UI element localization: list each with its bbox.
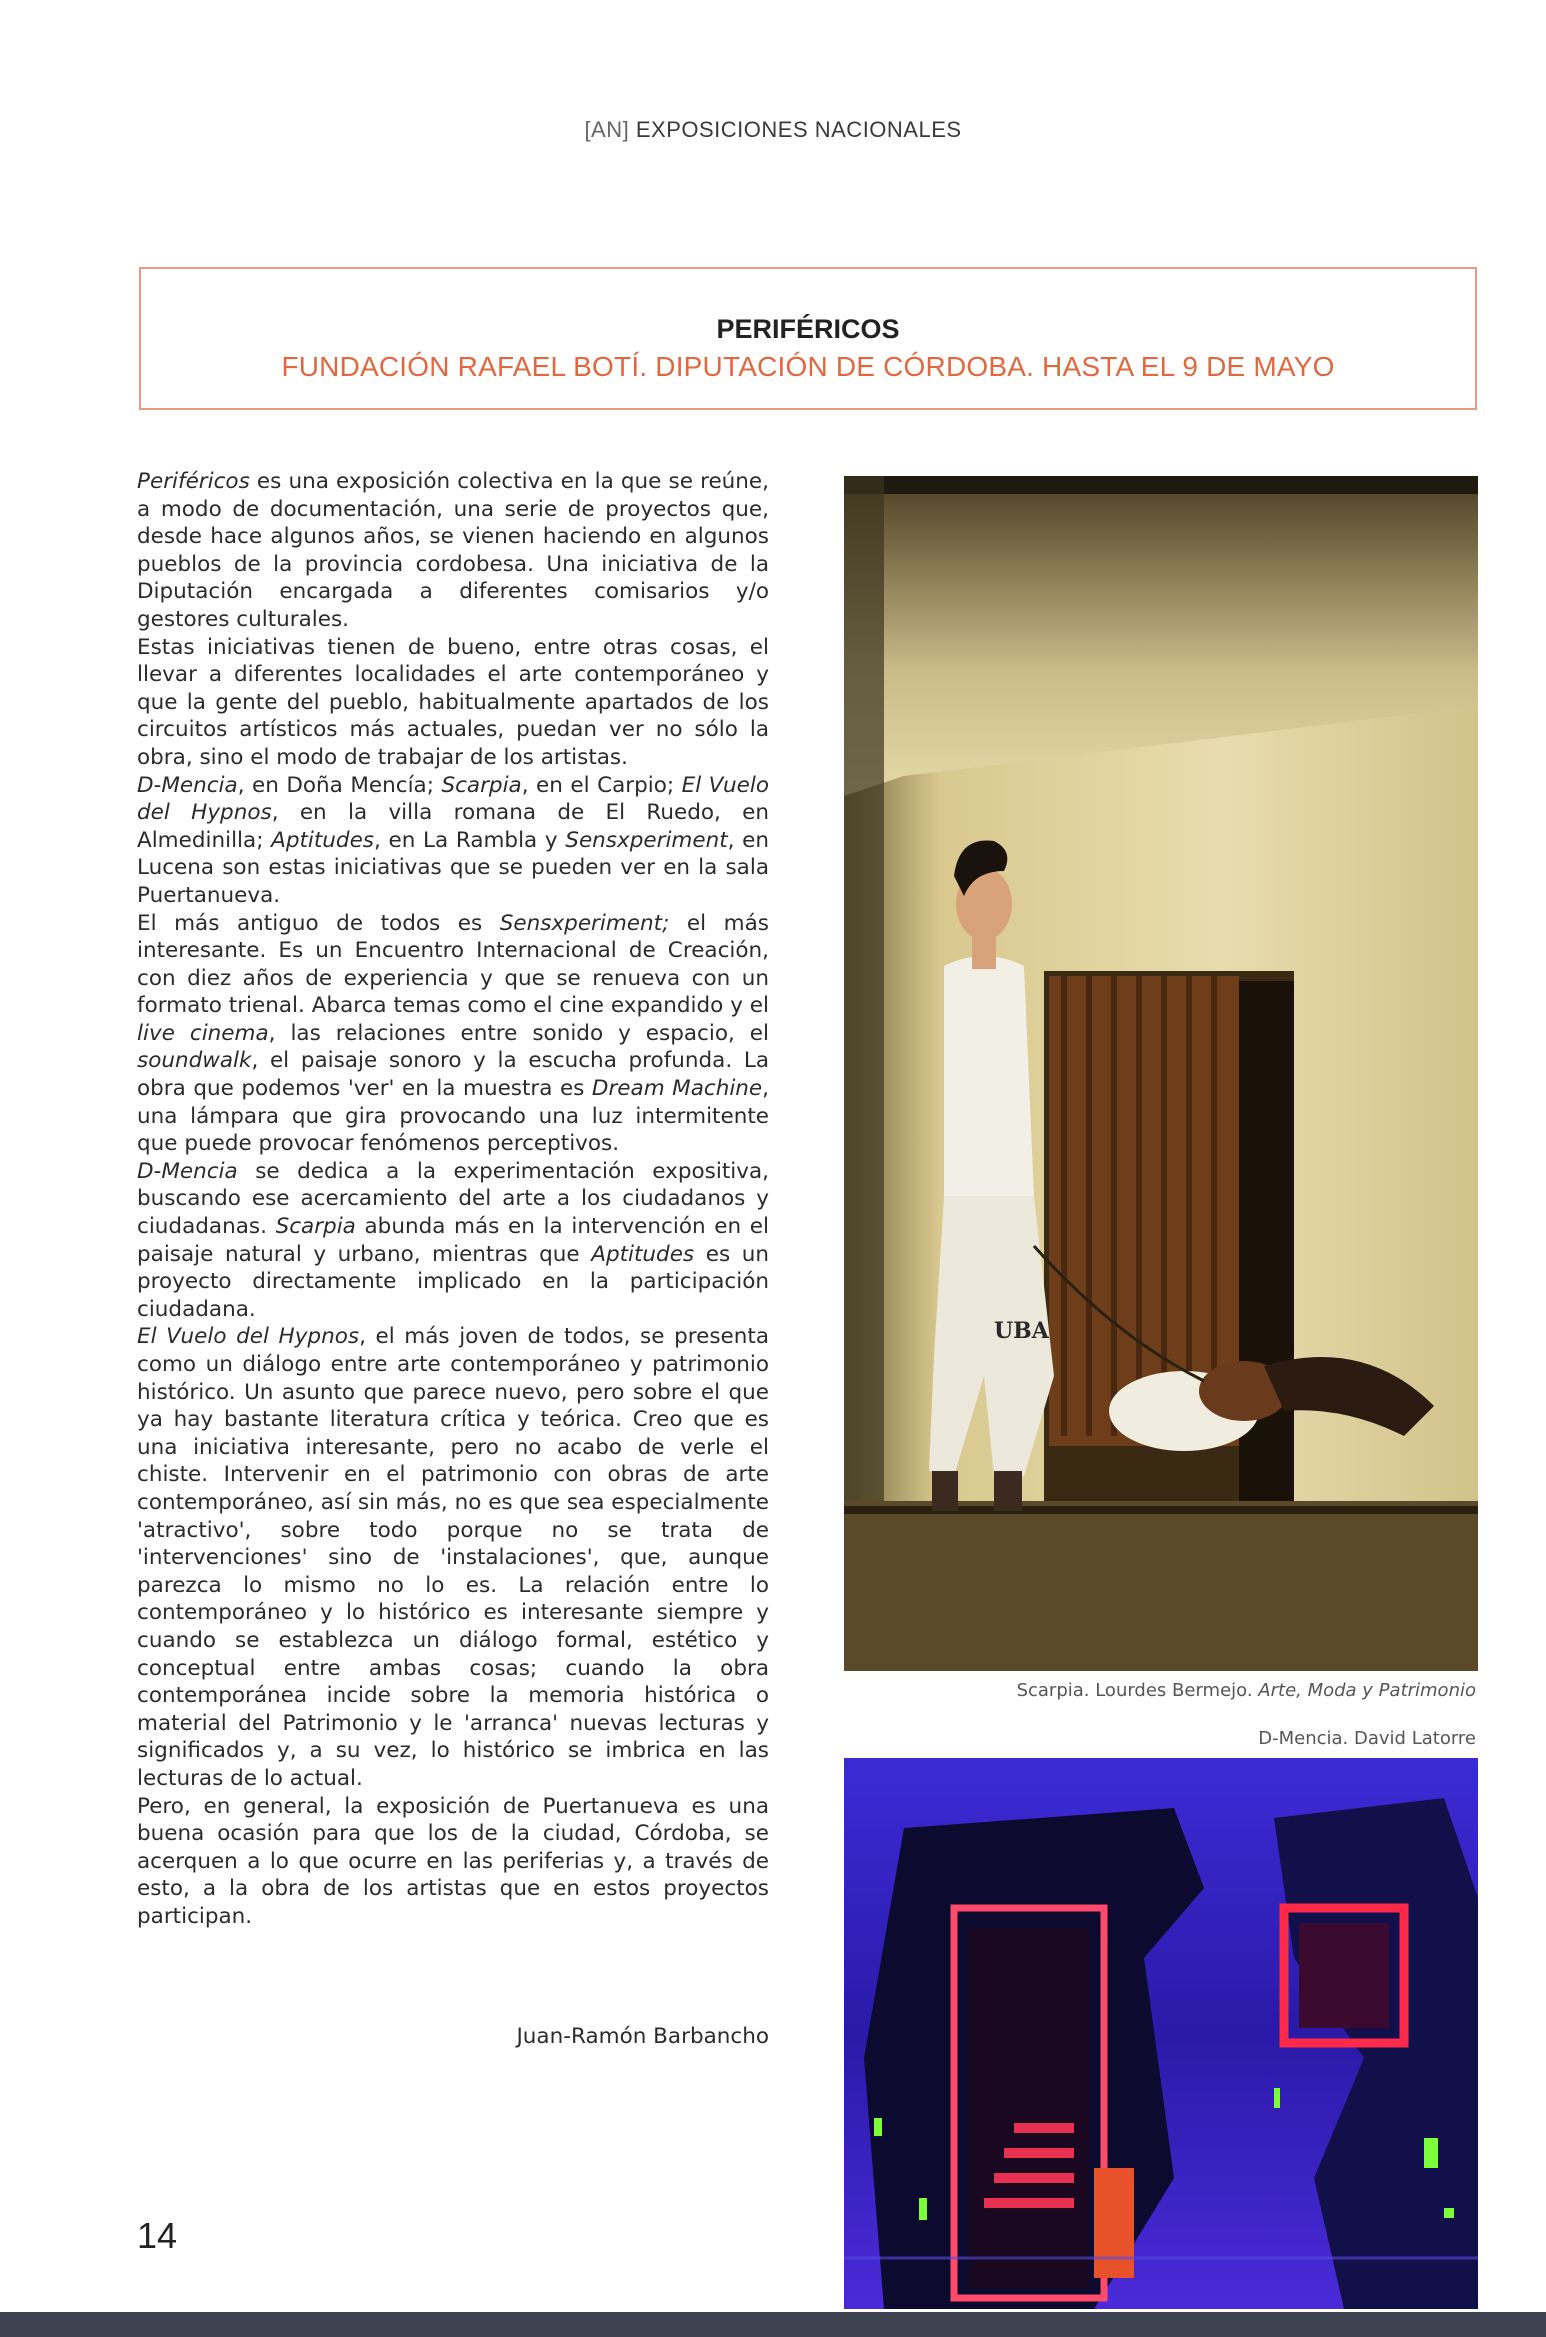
section-header (0, 117, 1546, 143)
article-title: PERIFÉRICOS (716, 314, 900, 344)
paragraph (137, 468, 769, 634)
page-number: 14 (137, 2215, 178, 2256)
emphasis-text: soundwalk (137, 1048, 252, 1074)
emphasis-text: Dream Machine (591, 1076, 763, 1102)
emphasis-text: Scarpia (441, 772, 522, 798)
article-body (137, 468, 769, 1930)
body-text: , en el Carpio; (521, 772, 682, 798)
shirt-lettering: UBA (994, 1318, 1049, 1344)
body-text: El más antiguo de todos es (137, 910, 500, 936)
paragraph (137, 910, 769, 1158)
body-text: es una exposición colectiva en la que se reúne, a modo de documentación, una serie de proyectos que, desde hace algunos años, se vienen haciendo en algunos pueblos de la provincia cordobesa. Una iniciativa de la Diputación encargada a diferentes comisarios y/o gestores culturales. (137, 469, 769, 632)
emphasis-text: Aptitudes (591, 1241, 695, 1267)
title-box (139, 267, 1477, 410)
section-tag: [AN] (584, 117, 630, 142)
paragraph (137, 634, 769, 772)
body-text: , en Lucena son estas iniciativas que se pueden ver en la sala Puertanueva. (137, 827, 769, 908)
emphasis-text: Scarpia (275, 1214, 356, 1240)
body-text: , en la villa romana de El Ruedo, en Almedinilla; (137, 800, 769, 853)
caption-scarpia-credit: Scarpia. Lourdes Bermejo. (1016, 1680, 1259, 1701)
emphasis-text: Sensxperiment (565, 827, 728, 853)
emphasis-text: Sensxperiment; (499, 910, 670, 936)
caption-scarpia (844, 1680, 1476, 1701)
emphasis-text: El Vuelo del Hypnos (137, 1324, 360, 1350)
body-text: el más interesante. Es un Encuentro Internacional de Creación, con diez años de experiencia y que se renueva con un formato trienal. Abarca temas como el cine expandido y el (137, 910, 769, 1019)
body-text: Pero, en general, la exposición de Puertanueva es una buena ocasión para que los de la ciudad, Córdoba, se acerquen a lo que ocurre en las periferias y, a través de esto, a la obra de los artistas que en estos proyectos participan. (137, 1793, 769, 1929)
emphasis-text: D-Mencia (137, 1158, 238, 1184)
emphasis-text: D-Mencia (137, 772, 238, 798)
body-text: , el paisaje sonoro y la escucha profunda. La obra que podemos 'ver' en la muestra es (137, 1048, 769, 1102)
article-author: Juan-Ramón Barbancho (516, 2024, 769, 2049)
body-text: es un proyecto directamente implicado en la participación ciudadana. (137, 1241, 769, 1322)
emphasis-text: live cinema (137, 1020, 269, 1046)
section-name: EXPOSICIONES NACIONALES (635, 117, 962, 142)
scan-edge (0, 2312, 1546, 2337)
paragraph (137, 1158, 769, 1324)
photo-dmencia (844, 1758, 1478, 2309)
article-subtitle: FUNDACIÓN RAFAEL BOTÍ. DIPUTACIÓN DE CÓRDOBA. HASTA EL 9 DE MAYO (281, 351, 1335, 382)
emphasis-text: Aptitudes (271, 827, 375, 853)
paragraph (137, 772, 769, 910)
paragraph (137, 1793, 769, 1931)
body-text: , las relaciones entre sonido y espacio, el (268, 1020, 769, 1046)
photo-scarpia (844, 476, 1478, 1671)
caption-scarpia-work: Arte, Moda y Patrimonio (1258, 1680, 1476, 1701)
paragraph (137, 1323, 769, 1792)
body-text: , el más joven de todos, se presenta como un diálogo entre arte contemporáneo y patrimonio histórico. Un asunto que parece nuevo, pero sobre el que ya hay bastante literatura crítica y teórica. Creo que es una iniciativa interesante, pero no acabo de verle el chiste. Intervenir en el patrimonio con obras de arte contemporáneo, así sin más, no es que sea especialmente 'atractivo', sobre todo porque no se trata de 'intervenciones' sino de 'instalaciones', que, aunque parezca lo mismo no lo es. La relación entre lo contemporáneo y lo histórico es interesante siempre y cuando se establezca un diálogo formal, estético y conceptual entre ambas cosas; cuando la obra contemporánea incide sobre la memoria histórica o material del Patrimonio y le 'arranca' nuevas lecturas y significados y, a su vez, lo histórico se imbrica en las lecturas de lo actual. (137, 1324, 769, 1791)
body-text: , en Doña Mencía; (237, 772, 442, 798)
body-text: , una lámpara que gira provocando una luz intermitente que puede provocar fenómenos perceptivos. (137, 1076, 770, 1157)
caption-dmencia: D-Mencia. David Latorre (1258, 1728, 1476, 1749)
emphasis-text: Periféricos (137, 469, 250, 494)
body-text: , en La Rambla y (374, 827, 566, 853)
body-text: Estas iniciativas tienen de bueno, entre otras cosas, el llevar a diferentes localidades el arte contemporáneo y que la gente del pueblo, habitualmente apartados de los circuitos artísticos más actuales, puedan ver no sólo la obra, sino el modo de trabajar de los artistas. (137, 634, 769, 770)
body-text: abunda más en la intervención en el paisaje natural y urbano, mientras que (137, 1214, 769, 1267)
emphasis-text: El Vuelo del Hypnos (137, 772, 769, 826)
body-text: se dedica a la experimentación expositiva, buscando ese acercamiento del arte a los ciudadanos y ciudadanas. (137, 1158, 769, 1240)
